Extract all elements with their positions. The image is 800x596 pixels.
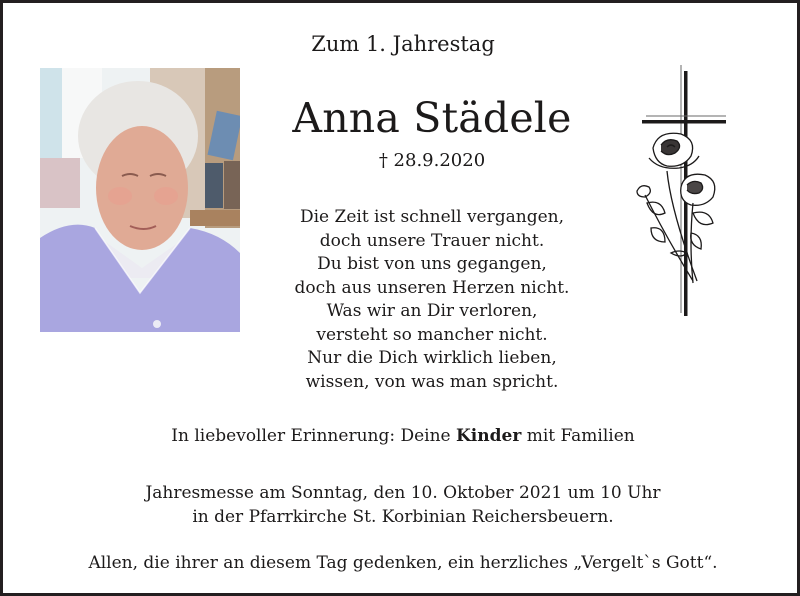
cross-with-roses-icon bbox=[631, 63, 731, 323]
deceased-name: Anna Städele bbox=[292, 94, 572, 142]
death-date: † 28.9.2020 bbox=[378, 150, 486, 171]
anniversary-heading: Zum 1. Jahrestag bbox=[311, 32, 495, 56]
poem-line: Nur die Dich wirklich lieben, bbox=[307, 348, 557, 368]
mass-location-line: in der Pfarrkirche St. Korbinian Reichersbeuern. bbox=[192, 506, 614, 527]
poem-line: Die Zeit ist schnell vergangen, bbox=[299, 207, 564, 227]
poem-line: doch aus unseren Herzen nicht. bbox=[294, 277, 570, 298]
thanks-line: Allen, die ihrer an diesem Tag gedenken, ein herzliches „Vergelt`s Gott“. bbox=[88, 553, 718, 573]
remembrance-prefix: In liebevoller Erinnerung: Deine bbox=[171, 426, 457, 446]
mass-date-line: Jahresmesse am Sonntag, den 10. Oktober 2021 um 10 Uhr bbox=[145, 483, 661, 503]
remembrance-family: Kinder bbox=[456, 426, 522, 446]
poem-line: versteht so mancher nicht. bbox=[316, 324, 548, 345]
poem-line: wissen, von was man spricht. bbox=[305, 371, 559, 392]
poem-line: Was wir an Dir verloren, bbox=[326, 301, 538, 321]
poem-line: doch unsere Trauer nicht. bbox=[319, 230, 545, 251]
poem-line: Du bist von uns gegangen, bbox=[317, 254, 547, 274]
remembrance-line bbox=[3, 424, 800, 448]
memorial-mass-info bbox=[3, 482, 800, 529]
remembrance-suffix: mit Familien bbox=[521, 426, 635, 446]
